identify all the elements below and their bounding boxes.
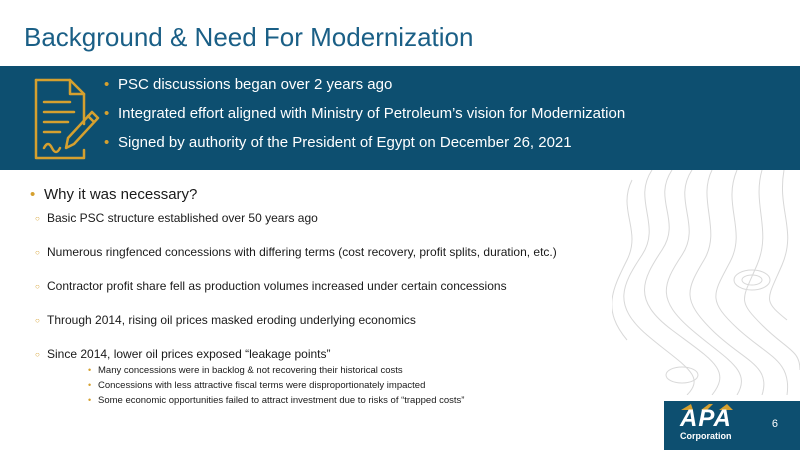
bullet-circle: ○ [35, 316, 40, 325]
footer-logo-box [664, 401, 800, 450]
summary-item: • Signed by authority of the President of Egypt on December 26, 2021 [104, 134, 572, 151]
summary-banner [0, 66, 800, 170]
list-item: ○ Contractor profit share fell as production volumes increased under certain concessions [35, 279, 507, 293]
bullet-dot: • [88, 395, 92, 405]
main-content [30, 186, 630, 410]
list-item: ○ Basic PSC structure established over 50 years ago [35, 211, 318, 225]
reasons-list [30, 211, 630, 381]
page-number: 6 [771, 418, 778, 430]
list-item: ○ Numerous ringfenced concessions with differing terms (cost recovery, profit splits, duration, etc.) [35, 245, 557, 259]
topographic-pattern [612, 170, 800, 395]
summary-item: • PSC discussions began over 2 years ago [104, 76, 393, 93]
bullet-dot: • [104, 105, 110, 122]
bullet-dot: • [104, 134, 110, 151]
bullet-dot: • [104, 76, 110, 93]
list-item: ○ Through 2014, rising oil prices masked eroding underlying economics [35, 313, 416, 327]
slide-title: Background & Need For Modernization [24, 22, 474, 52]
main-heading: • Why it was necessary? [30, 186, 198, 203]
bullet-dot: • [88, 365, 92, 375]
list-subitem: • Many concessions were in backlog & not recovering their historical costs [88, 365, 403, 376]
list-subitem: • Concessions with less attractive fiscal terms were disproportionately impacted [88, 380, 426, 391]
signed-document-icon [30, 72, 102, 164]
list-subitem: • Some economic opportunities failed to attract investment due to risks of “trapped costs” [88, 395, 465, 406]
bullet-circle: ○ [35, 350, 40, 359]
summary-list [104, 76, 625, 163]
bullet-dot: • [88, 380, 92, 390]
list-item: ○ Since 2014, lower oil prices exposed “leakage points” [35, 347, 331, 361]
bullet-dot: • [30, 186, 36, 203]
leakage-points-list [30, 365, 630, 410]
summary-item: • Integrated effort aligned with Ministry of Petroleum’s vision for Modernization [104, 105, 626, 122]
bullet-circle: ○ [35, 248, 40, 257]
company-logo-subtitle: Corporation [680, 431, 732, 441]
company-logo: APA [680, 405, 732, 432]
bullet-circle: ○ [35, 214, 40, 223]
bullet-circle: ○ [35, 282, 40, 291]
